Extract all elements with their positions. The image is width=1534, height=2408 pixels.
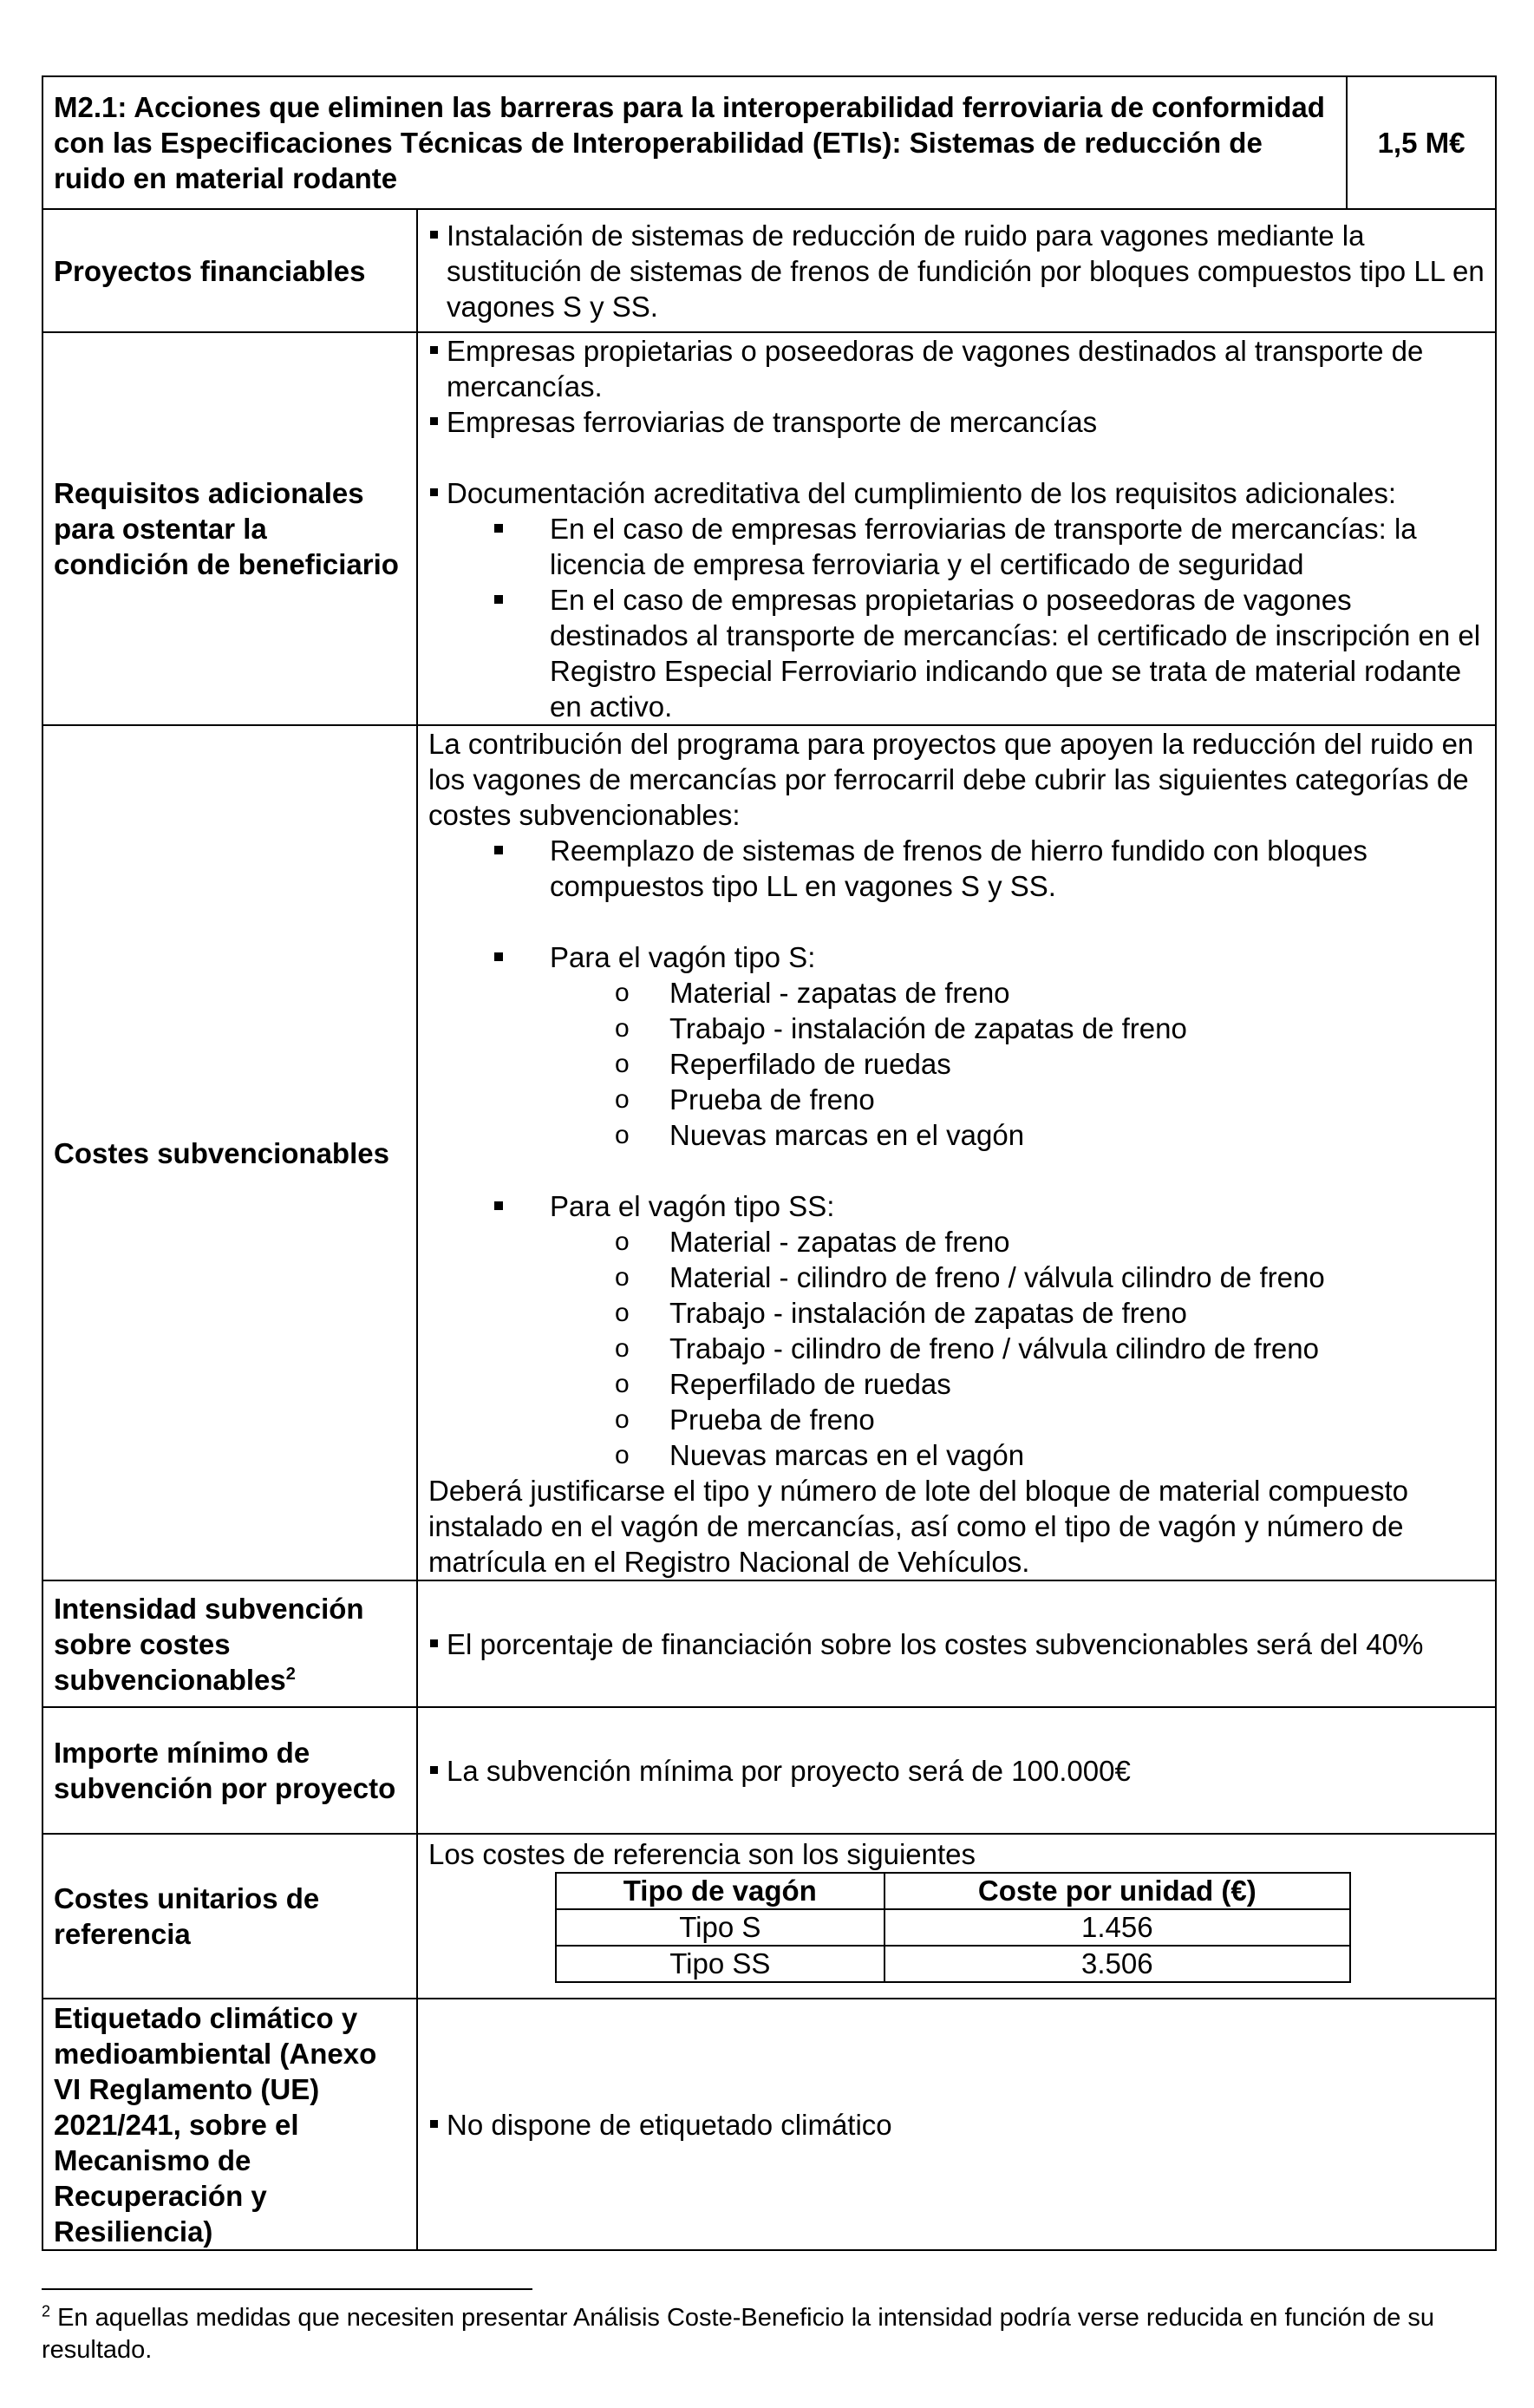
etiquetado-list — [428, 2107, 1485, 2143]
reference-cost-table — [555, 1872, 1351, 1983]
row-intensidad — [42, 1580, 1496, 1707]
content-etiquetado — [417, 1999, 1496, 2250]
row-costes — [42, 725, 1496, 1580]
intensidad-list — [428, 1626, 1485, 1662]
list-item: o Nuevas marcas en el vagón — [428, 1437, 1485, 1473]
unitarios-intro: Los costes de referencia son los siguientes — [428, 1838, 976, 1870]
list-item: Para el vagón tipo S: — [428, 939, 1485, 975]
list-item: o Trabajo - cilindro de freno / válvula cilindro de freno — [428, 1331, 1485, 1366]
costes-ss-items — [428, 1224, 1485, 1473]
table-cell: 1.456 — [884, 1909, 1350, 1946]
list-item: o Reperfilado de ruedas — [428, 1366, 1485, 1402]
footnote-ref: 2 — [285, 1664, 296, 1684]
list-item: Documentación acreditativa del cumplimiento de los requisitos adicionales: — [428, 475, 1485, 511]
label-intensidad — [42, 1580, 417, 1707]
list-item: En el caso de empresas propietarias o poseedoras de vagones destinados al transporte de mercancías: el certificado de inscripción en el Registro Especial Ferroviario indicando que se trata de material rodante en activo. — [428, 582, 1485, 724]
list-item: o Reperfilado de ruedas — [428, 1046, 1485, 1082]
proyectos-list — [428, 218, 1485, 324]
footnote-separator — [42, 2288, 532, 2290]
measure-budget: 1,5 M€ — [1347, 76, 1496, 209]
list-item: o Material - zapatas de freno — [428, 975, 1485, 1011]
requisitos-list — [428, 333, 1485, 440]
label-etiquetado: Etiquetado climático y medioambiental (Anexo VI Reglamento (UE) 2021/241, sobre el Mecanismo de Recuperación y Resiliencia) — [42, 1999, 417, 2250]
list-item: La subvención mínima por proyecto será de 100.000€ — [428, 1753, 1485, 1789]
requisitos-sub-list — [428, 511, 1485, 724]
list-item: o Trabajo - instalación de zapatas de freno — [428, 1295, 1485, 1331]
footnote-number: 2 — [42, 2302, 51, 2320]
footnote — [42, 2302, 1495, 2366]
list-item: No dispone de etiquetado climático — [428, 2107, 1485, 2143]
label-intensidad-text: Intensidad subvención sobre costes subvencionables — [54, 1592, 364, 1696]
costes-main-list — [428, 833, 1485, 904]
row-unitarios — [42, 1834, 1496, 1999]
list-item: o Prueba de freno — [428, 1402, 1485, 1437]
label-costes: Costes subvencionables — [42, 725, 417, 1580]
list-item: o Material - zapatas de freno — [428, 1224, 1485, 1260]
list-item: o Prueba de freno — [428, 1082, 1485, 1117]
label-unitarios: Costes unitarios de referencia — [42, 1834, 417, 1999]
costes-ss-list — [428, 1188, 1485, 1224]
table-header-row — [556, 1873, 1350, 1909]
costes-s-list — [428, 939, 1485, 975]
table-header-cell: Tipo de vagón — [556, 1873, 884, 1909]
table-row — [556, 1909, 1350, 1946]
table-header-cell: Coste por unidad (€) — [884, 1873, 1350, 1909]
table-cell: 3.506 — [884, 1946, 1350, 1982]
table-cell: Tipo SS — [556, 1946, 884, 1982]
list-item: o Nuevas marcas en el vagón — [428, 1117, 1485, 1153]
importe-list — [428, 1753, 1485, 1789]
footnote-text: En aquellas medidas que necesiten presentar Análisis Coste-Beneficio la intensidad podría verse reducida en función de su resultado. — [42, 2304, 1435, 2364]
list-item: o Material - cilindro de freno / válvula cilindro de freno — [428, 1260, 1485, 1295]
label-requisitos: Requisitos adicionales para ostentar la condición de beneficiario — [42, 332, 417, 725]
row-importe — [42, 1707, 1496, 1834]
content-intensidad — [417, 1580, 1496, 1707]
content-costes — [417, 725, 1496, 1580]
content-requisitos — [417, 332, 1496, 725]
measure-title: M2.1: Acciones que eliminen las barreras para la interoperabilidad ferroviaria de conformidad con las Especificaciones Técnicas de Interoperabilidad (ETIs): Sistemas de reducción de ruido en material rodante — [42, 76, 1347, 209]
list-item: Empresas ferroviarias de transporte de mercancías — [428, 404, 1485, 440]
list-item: El porcentaje de financiación sobre los costes subvencionables será del 40% — [428, 1626, 1485, 1662]
content-importe — [417, 1707, 1496, 1834]
table-cell: Tipo S — [556, 1909, 884, 1946]
costes-closing: Deberá justificarse el tipo y número de lote del bloque de material compuesto instalado en el vagón de mercancías, así como el tipo de vagón y número de matrícula en el Registro Nacional de Vehículos. — [428, 1475, 1408, 1578]
requisitos-doc-list — [428, 475, 1485, 511]
list-item: o Trabajo - instalación de zapatas de freno — [428, 1011, 1485, 1046]
row-proyectos — [42, 209, 1496, 332]
content-proyectos — [417, 209, 1496, 332]
costes-intro: La contribución del programa para proyectos que apoyen la reducción del ruido en los vagones de mercancías por ferrocarril debe cubrir las siguientes categorías de costes subvencionables: — [428, 728, 1474, 831]
label-importe: Importe mínimo de subvención por proyecto — [42, 1707, 417, 1834]
list-item: Instalación de sistemas de reducción de ruido para vagones mediante la sustitución de sistemas de frenos de fundición por bloques compuestos tipo LL en vagones S y SS. — [428, 218, 1485, 324]
header-row — [42, 76, 1496, 209]
table-row — [556, 1946, 1350, 1982]
list-item: Para el vagón tipo SS: — [428, 1188, 1485, 1224]
list-item: Empresas propietarias o poseedoras de vagones destinados al transporte de mercancías. — [428, 333, 1485, 404]
content-unitarios — [417, 1834, 1496, 1999]
measure-table — [42, 75, 1497, 2251]
costes-s-items — [428, 975, 1485, 1153]
list-item: En el caso de empresas ferroviarias de transporte de mercancías: la licencia de empresa ferroviaria y el certificado de seguridad — [428, 511, 1485, 582]
label-proyectos: Proyectos financiables — [42, 209, 417, 332]
row-etiquetado — [42, 1999, 1496, 2250]
row-requisitos — [42, 332, 1496, 725]
list-item: Reemplazo de sistemas de frenos de hierro fundido con bloques compuestos tipo LL en vagones S y SS. — [428, 833, 1485, 904]
